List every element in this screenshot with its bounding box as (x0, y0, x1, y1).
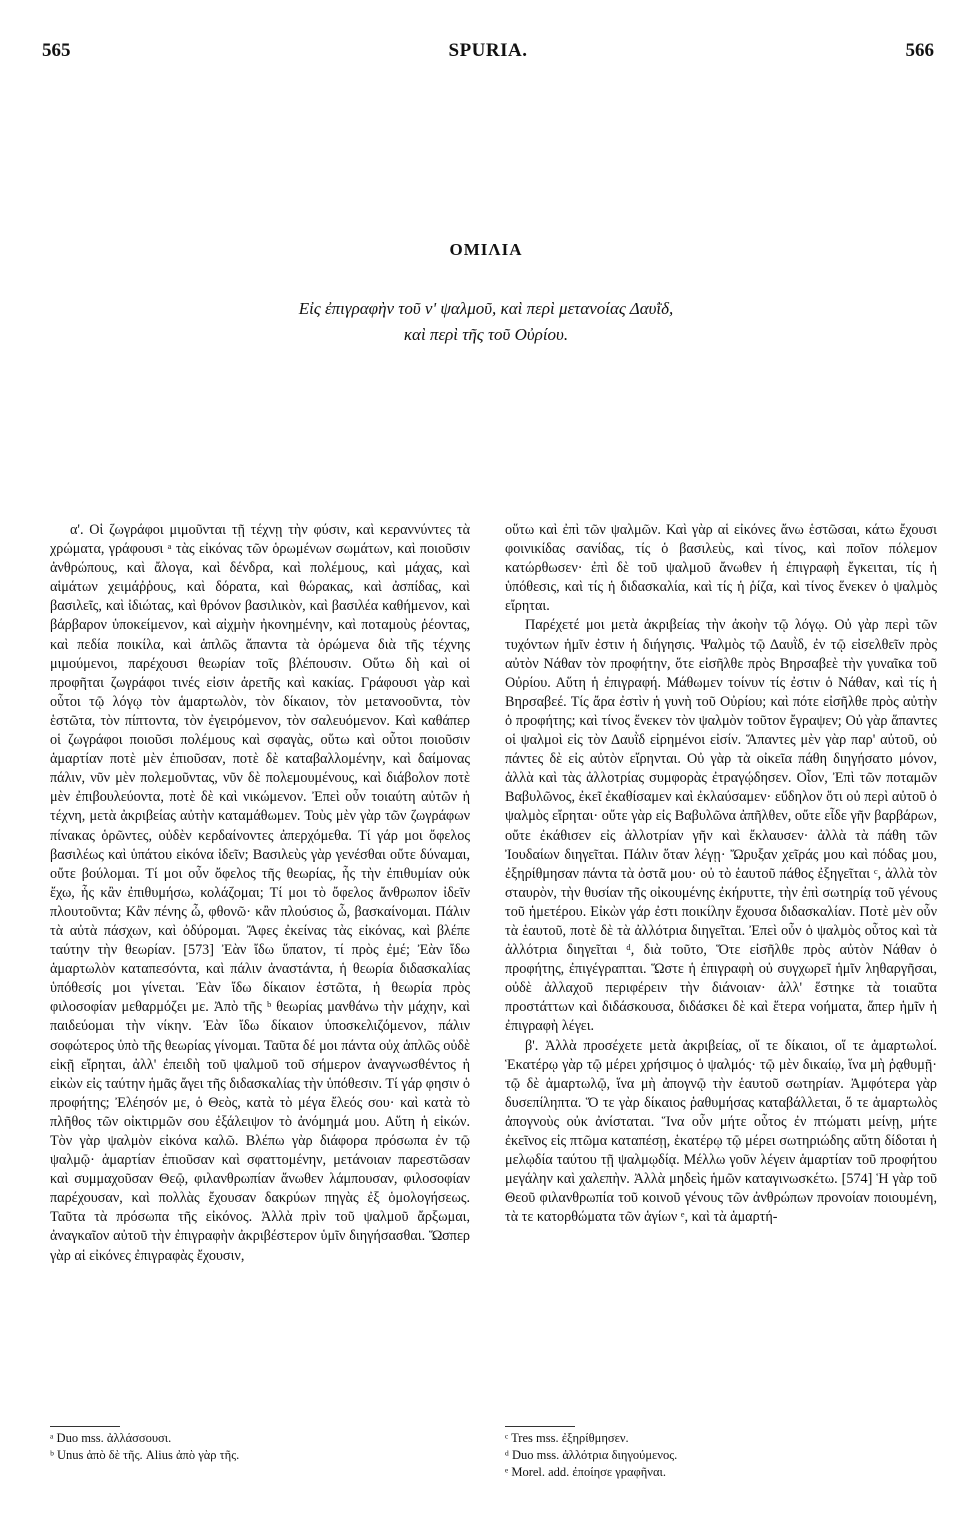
footnotes-right (505, 1430, 937, 1481)
left-paragraph-1: α'. Οἱ ζωγράφοι μιμοῦνται τῇ τέχνῃ τὴν φύσιν, καὶ κεραννύντες τὰ χρώματα, γράφουσι ᵃ τὰς εἰκόνας τῶν ὁρωμένων σωμάτων, καὶ ποιοῦσιν ἀνθρώπους, καὶ ἄλογα, καὶ δένδρα, καὶ πολέμους, καὶ μάχας, καὶ αἱμάτων χειμάῤῥους, καὶ δόρατα, καὶ θώρακας, καὶ ἀσπίδας, καὶ βασιλεῖς, καὶ ἰδιώτας, καὶ θρόνον βασιλικὸν, καὶ βασιλέα καθήμενον, καὶ βάρβαρον ὑποκείμενον, καὶ αἰχμὴν ἠκονημένην, καὶ ποταμοὺς ῥέοντας, καὶ πεδία ποικίλα, καὶ ἁπλῶς ἅπαντα τὰ ὁρώμενα διὰ τῆς τέχνης μιμούμενοι, παρέχουσι θεωρίαν τοῖς βλέπουσιν. Οὕτω δὴ καὶ οἱ προφῆται ζωγράφοι τινές εἰσιν ἀρετῆς καὶ κακίας. Γράφουσι γὰρ καὶ οὗτοι τῷ λόγῳ τὸν ἁμαρτωλὸν, τὸν δίκαιον, τὸν μετανοοῦντα, τὸν ἑστῶτα, τὸν πίπτοντα, τὸν ἐγειρόμενον, τὸν σαλευόμενον. Καὶ καθάπερ οἱ ζωγράφοι ποιοῦσι πολέμους καὶ σφαγὰς, οὕτω καὶ οὗτοι ποιοῦσιν ἁμαρτίαν ποτὲ μὲν ἐπιοῦσαν, ποτὲ δὲ καταβαλλομένην, καὶ δαίμονας πάλιν, νῦν μὲν πολεμοῦντας, νῦν δὲ πολεμουμένους, καὶ διάβολον ποτὲ μὲν ἐπιβουλεύοντα, ποτὲ δὲ καὶ νικώμενον. Ἐπεὶ οὖν τοιαύτη αὐτῶν ἡ τέχνη, μετὰ ἀκριβείας αὐτὴν καταμάθωμεν. Τοὺς μὲν γὰρ τῶν ζωγράφων πίνακας ὁρῶντες, οὐδὲν κερδαίνοντες ἀπερχόμεθα. Τί γάρ μοι ὄφελος βασιλέως καὶ ὑπάτου εἰκόνα ἰδεῖν; Βασιλεὺς γὰρ γενέσθαι οὔτε δύναμαι, οὔτε βούλομαι. Τί μοι οὖν ὄφελος τῆς θεωρίας, ἧς τὴν ἐπιθυμίαν οὐκ ἔχω, ἧς κἂν ἐπιθυμήσω, κολάζομαι; Τί μοι τὸ ὄφελος ἄνθρωπον ἰδεῖν πλουτοῦντα; Κἂν πένης ὦ, φθονῶ· κἂν πλούσιος ὦ, βασκαίνομαι. Πάλιν τὰ αὐτὰ πάσχων, καὶ ὀδύρομαι. Ἄφες ἐκείνας τὰς εἰκόνας, καὶ βλέπε ταύτην τὴν θεωρίαν. [573] Ἐὰν ἴδω ὕπατον, τί πρὸς ἐμέ; Ἐὰν ἴδω ἁμαρτωλὸν καταπεσόντα, καὶ πάλιν ἀναστάντα, ἡ θεωρία διδασκαλίας ὑπόθεσίς μοι γίνεται. Ἐὰν ἴδω δίκαιον ἑστῶτα, ἡ θεωρία πρὸς φιλοσοφίαν μεθαρμόζει με. Ἀπὸ τῆς ᵇ θεωρίας μανθάνω τὴν μάχην, καὶ παιδεύομαι τὴν νίκην. Ἐὰν ἴδω δίκαιον ὑποσκελιζόμενον, πάλιν σοφώτερος ὑπὸ τῆς θεωρίας γίνομαι. Ταῦτα δέ μοι πάντα οὐχ ἁπλῶς οὐδὲ εἰκῇ εἴρηται, ἀλλ' ἐπειδὴ τοῦ ψαλμοῦ τοῦ σήμερον ἀναγνωσθέντος ἡ εἰκὼν εἰς ταύτην ἡμᾶς ἄγει τῆς διδασκαλίας τὴν ὑπόθεσιν. Τί γάρ φησιν ὁ προφήτης; Ἐλέησόν με, ὁ Θεὸς, κατὰ τὸ μέγα ἔλεός σου· καὶ κατὰ τὸ πλῆθος τῶν οἰκτιρμῶν σου ἐξάλειψον τὸ ἀνόμημά μου. Αὕτη ἡ εἰκών. Τὸν γὰρ ψαλμὸν εἰκόνα καλῶ. Βλέπω γὰρ διάφορα πρόσωπα ἐν τῷ ψαλμῷ· ἁμαρτίαν ἐπιοῦσαν καὶ σφαττομένην, μετάνοιαν παρεστῶσαν καὶ συμμαχοῦσαν Θεῷ, φιλανθρωπίαν ἄνωθεν λάμπουσαν, φιλοσοφίαν παρέχουσαν, καὶ πολλὰς ἔχουσαν δακρύων πηγὰς ἐξ ὁμολογήσεως. Ταῦτα τὰ πρόσωπα τῆς εἰκόνος. Ἀλλὰ πρὶν τοῦ ψαλμοῦ ἄρξωμαι, ἀναγκαῖον αὐτοῦ τὴν ἐπιγραφὴν ἀκριβέστερον ὑμῖν διηγήσασθαι. Ὥσπερ γὰρ αἱ εἰκόνες ἐπιγραφὰς ἔχουσιν, (50, 522, 470, 1264)
subtitle-line-1: Εἰς ἐπιγραφὴν τοῦ ν' ψαλμοῦ, καὶ περὶ μετανοίας Δαυῒδ, (298, 299, 674, 318)
footnote-c: ᶜ Tres mss. ἐξηρίθμησεν. (505, 1431, 629, 1445)
footnote-a: ᵃ Duo mss. ἀλλάσσουσι. (50, 1431, 172, 1445)
footnote-d: ᵈ Duo mss. ἀλλότρια διηγούμενος. (505, 1447, 678, 1462)
right-paragraph-3: β'. Ἀλλὰ προσέχετε μετὰ ἀκριβείας, οἵ τε δίκαιοι, οἵ τε ἁμαρτωλοί. Ἑκατέρῳ γὰρ τῷ μέρει χρήσιμος ὁ ψαλμός· τῷ μὲν δικαίῳ, ἵνα μὴ ῥᾳθυμῇ· τῷ δὲ ἁμαρτωλῷ, ἵνα μὴ ἀπογνῷ τὴν ἑαυτοῦ σωτηρίαν. Ἀμφότερα γὰρ δυσεπίληπτα. Ὅ τε γὰρ δίκαιος ῥαθυμήσας καταβάλλεται, ὅ τε ἁμαρτωλὸς ἀπογνοὺς οὐκ ἀνίσταται. Ἵνα οὖν μήτε οὗτος ἐν πτώματι μείνῃ, μήτε ἐκεῖνος εἰς πτῶμα καταπέσῃ, ἑκατέρῳ τῷ μέρει σωτηριώδης αὕτη δίδοται ἡ μελῳδία ταύτου τῇ ψαλμῳδίᾳ. Μέλλω γοῦν λέγειν ἁμαρτίαν τοῦ προφήτου μεγάλην καὶ χαλεπὴν. Ἀλλὰ μηδεὶς ἡμῶν καταγινωσκέτω. [574] Ἡ γὰρ τοῦ Θεοῦ φιλανθρωπία τοῦ κοινοῦ γένους τῶν ἀνθρώπων προνοίαν ποιουμένη, τὰ τε κατορθώματα τῶν ἁγίων ᵉ, καὶ τὰ ἁμαρτή- (505, 1037, 937, 1226)
page-number-left: 565 (42, 40, 71, 61)
footnote-e: ᵉ Morel. add. ἐποίησε γραφῆναι. (505, 1464, 666, 1479)
footnotes-left (50, 1430, 470, 1464)
right-paragraph-2: Παρέχετέ μοι μετὰ ἀκριβείας τὴν ἀκοὴν τῷ λόγῳ. Οὐ γὰρ περὶ τῶν τυχόντων ἡμῖν ἐστιν ἡ διήγησις. Ψαλμὸς τῷ Δαυῒδ, ἐν τῷ εἰσελθεῖν πρὸς αὐτὸν Νάθαν τὸν προφήτην, ὅτε εἰσῆλθε πρὸς Βηρσαβεὲ τὴν γυναῖκα τοῦ Οὐρίου. Αὕτη ἡ ἐπιγραφή. Μάθωμεν τοίνυν τίς ἐστιν ὁ Νάθαν, καὶ τίς ἡ Βηρσαβεέ. Τίς ἄρα ἐστὶν ἡ γυνὴ τοῦ Οὐρίου; καὶ πότε εἰσῆλθε πρὸς αὐτὴν ὁ προφήτης; καὶ τίνος ἕνεκεν τὸν ψαλμὸν τοῦτον ἔγραψεν; Οὐ γὰρ ἅπαντες οἱ ψαλμοὶ εἰς τὸν Δαυῒδ εἰρημένοι εἰσίν. Ἅπαντες μὲν γὰρ παρ' αὐτοῦ, οὐ πάντες δὲ εἰς αὐτὸν εἴρηνται. Οὐ γὰρ τὰ οἰκεῖα πάθη διηγήσατο μόνον, ἀλλὰ καὶ τὰς ἀλλοτρίας συμφορὰς ἐτραγῴδησεν. Οἷον, Ἐπὶ τῶν ποταμῶν Βαβυλῶνος, ἐκεῖ ἐκαθίσαμεν καὶ ἐκλαύσαμεν· εὔδηλον ὅτι οὐ περὶ αὐτοῦ ὁ ψαλμὸς εἴρηται· οὔτε γὰρ εἰς Βαβυλῶνα ἀπῆλθεν, οὔτε εἶδε γῆν βαρβάρων, οὔτε ἐκάθισεν εἰς ἀλλοτρίαν γῆν καὶ ἔκλαυσεν· ἀλλὰ τὰ πάθη τῶν Ἰουδαίων διηγεῖται. Πάλιν ὅταν λέγῃ· Ὤρυξαν χεῖράς μου καὶ πόδας μου, ἐξηρίθμησαν πάντα τὰ ὀστᾶ μου· οὐ τὸ ἑαυτοῦ πάθος ἐξηγεῖται ᶜ, ἀλλὰ τὸν σταυρὸν, τὴν θυσίαν τῆς οἰκουμένης ἐκήρυττε, τὴν ἐπὶ σωτηρίᾳ τοῦ γένους τοῦ ἡμετέρου. Εἰκὼν γάρ ἐστι ποικίλην ἔχουσα διδασκαλίαν. Ποτὲ μὲν οὖν τὰ ἑαυτοῦ, ποτὲ δὲ τὰ ἀλλότρια διηγεῖται. Ἐπεὶ οὖν ὁ ψαλμὸς οὗτος καὶ τὰ ἀλλότρια διηγεῖται ᵈ, διὰ τοῦτο, Ὅτε εἰσῆλθε πρὸς αὐτὸν Νάθαν ὁ προφήτης, ἐπιγέγραπται. Ὥστε ἡ ἐπιγραφὴ οὐ συγχωρεῖ ἡμῖν ληθαργῆσαι, οὐδὲ ἀλλαχοῦ περιφέρειν τὴν διάνοιαν· ἀλλ' ἕστηκε τὰ τοιαῦτα προστάττων καὶ διδάσκουσα, διδάσκει δὲ καὶ ἕτερα νοήματα, ἅπερ ἡμῖν ἡ ἐπιγραφὴ λέγει. (505, 617, 937, 1035)
footnote-rule-left (50, 1426, 120, 1427)
page-header (42, 40, 934, 70)
subtitle-line-2: καὶ περὶ τῆς τοῦ Οὐρίου. (403, 325, 569, 345)
homily-title: ΟΜΙΛΙΑ (449, 240, 523, 259)
left-column (50, 521, 470, 1266)
right-column (505, 521, 937, 1227)
footnote-b: ᵇ Unus ἀπὸ δὲ τῆς. Alius ἀπὸ γὰρ τῆς. (50, 1447, 240, 1462)
footnote-rule-right (505, 1426, 575, 1427)
right-paragraph-1: οὕτω καὶ ἐπὶ τῶν ψαλμῶν. Καὶ γὰρ αἱ εἰκόνες ἄνω ἑστῶσαι, κάτω ἔχουσι φοινικίδας σανίδας, τίς ὁ βασιλεὺς, καὶ τίνος, καὶ ποῖον πόλεμον κατώρθωσεν· ἐπὶ δὲ τοῦ ψαλμοῦ ἄνωθεν ἡ ἐπιγραφὴ ἔγκειται, τίς ἡ ὑπόθεσις, καὶ τίς ἡ διδασκαλία, καὶ τίς ἡ ῥίζα, καὶ τίνος ἕνεκεν ὁ ψαλμὸς εἴρηται. (505, 522, 937, 615)
page-number-right: 566 (905, 40, 934, 61)
running-title: SPURIA. (448, 40, 528, 61)
homily-subtitle (160, 296, 812, 349)
